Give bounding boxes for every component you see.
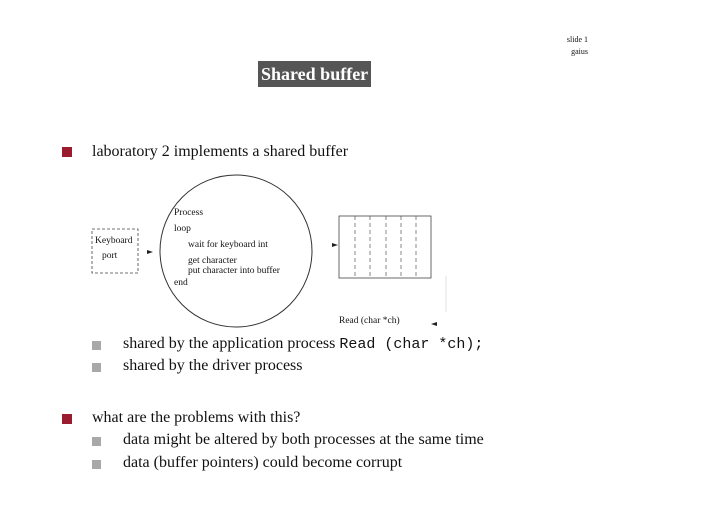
keyboard-label: Keyboard [95, 236, 133, 246]
sub-bullet-square-icon [92, 341, 101, 350]
put-char-label: put character into buffer [188, 266, 280, 276]
wait-label: wait for keyboard int [188, 240, 268, 250]
sub-bullet-text-1 [123, 335, 483, 354]
code-read-call: Read (char *ch); [339, 336, 484, 353]
sub-bullet-text-1-prefix: shared by the application process [123, 335, 340, 352]
bullet-square-icon [62, 414, 72, 424]
sub-bullet-square-icon [92, 437, 101, 446]
arrow-process-to-buffer-icon [332, 243, 338, 247]
arrow-read-icon [431, 322, 437, 326]
process-circle [160, 175, 312, 327]
arrow-keyboard-to-process-icon [147, 250, 153, 254]
slide-number: slide 1 [566, 35, 588, 44]
get-char-label: get character [188, 256, 237, 266]
process-label: Process [174, 208, 204, 218]
sub-bullet-square-icon [92, 460, 101, 469]
slide-author: gaius [571, 47, 588, 56]
loop-label: loop [174, 224, 191, 234]
end-label: end [174, 278, 188, 288]
sub-bullet-text-4: data (buffer pointers) could become corrupt [123, 454, 403, 471]
buffer-cell-dividers [355, 216, 416, 278]
bullet-text-2: what are the problems with this? [92, 409, 301, 426]
port-label: port [102, 251, 118, 261]
read-label: Read (char *ch) [339, 316, 400, 326]
sub-bullet-text-2: shared by the driver process [123, 357, 303, 374]
sub-bullet-text-3: data might be altered by both processes at the same time [123, 431, 484, 448]
slide-title: Shared buffer [258, 61, 371, 87]
sub-bullet-square-icon [92, 363, 101, 372]
buffer-box [339, 216, 431, 278]
bullet-text-1: laboratory 2 implements a shared buffer [92, 143, 349, 160]
